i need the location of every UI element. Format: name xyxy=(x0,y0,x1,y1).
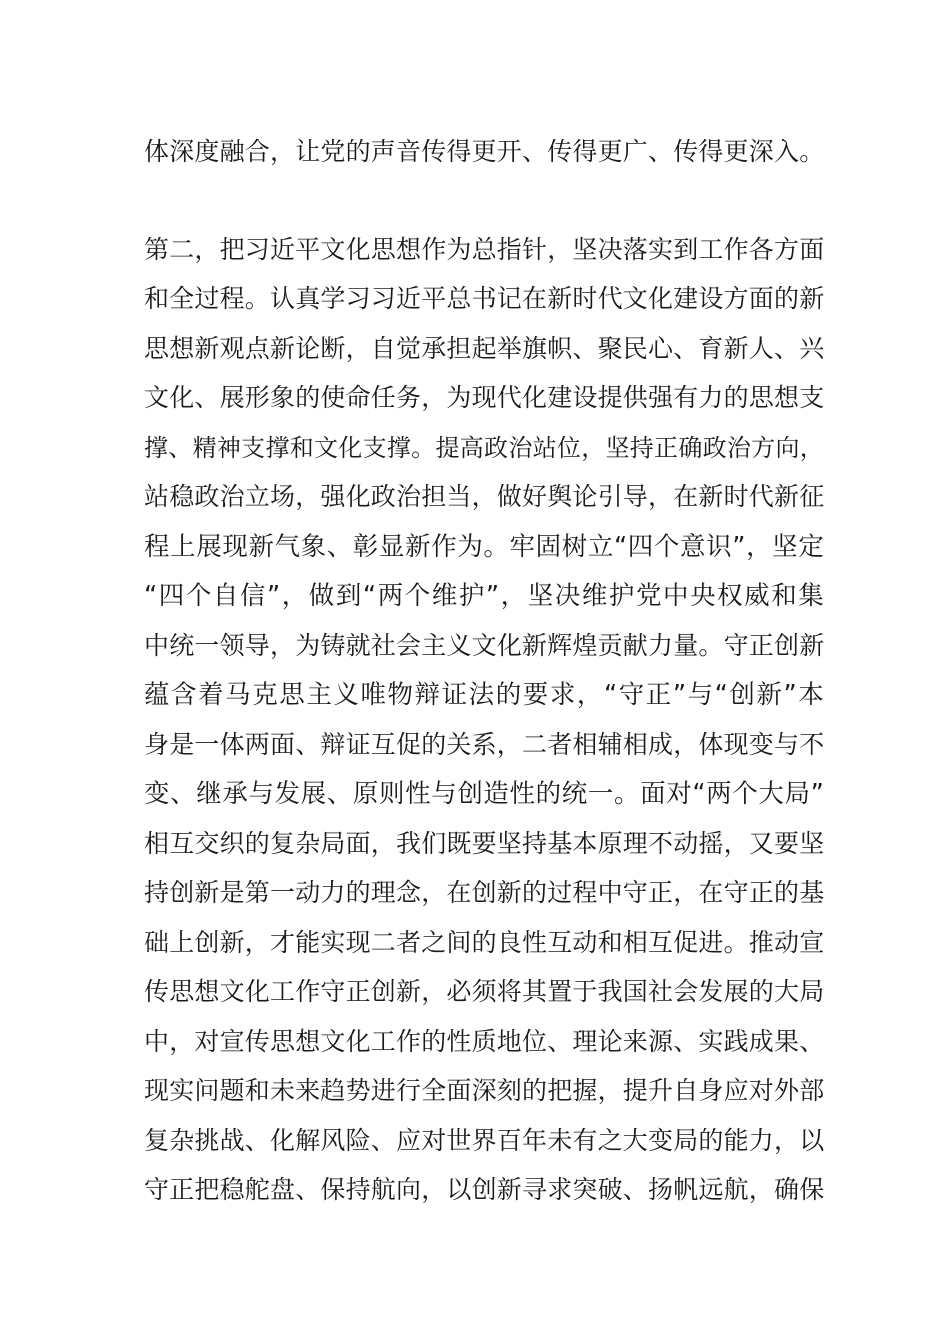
text-line: 复杂挑战、化解风险、应对世界百年未有之大变局的能力，以 xyxy=(144,1126,825,1155)
text-line: 第二，把习近平文化思想作为总指针，坚决落实到工作各方面 xyxy=(144,235,825,264)
text-line: 现实问题和未来趋势进行全面深刻的把握，提升自身应对外部 xyxy=(144,1076,825,1105)
text-line: 身是一体两面、辩证互促的关系，二者相辅相成，体现变与不 xyxy=(144,730,825,759)
text-line: 中，对宣传思想文化工作的性质地位、理论来源、实践成果、 xyxy=(144,1027,825,1056)
text-line: 传思想文化工作守正创新，必须将其置于我国社会发展的大局 xyxy=(144,977,825,1006)
text-line: 持创新是第一动力的理念，在创新的过程中守正，在守正的基 xyxy=(144,878,825,907)
text-line: 文化、展形象的使命任务，为现代化建设提供强有力的思想支 xyxy=(144,383,825,412)
text-line: “四个自信”，做到“两个维护”，坚决维护党中央权威和集 xyxy=(144,581,824,611)
text-line: 变、继承与发展、原则性与创造性的统一。面对“两个大局” xyxy=(144,779,824,809)
text-line: 蕴含着马克思主义唯物辩证法的要求，“守正”与“创新”本 xyxy=(144,680,824,710)
text-line: 体深度融合，让党的声音传得更开、传得更广、传得更深入。 xyxy=(144,137,825,166)
text-line: 程上展现新气象、彰显新作为。牢固树立“四个意识”，坚定 xyxy=(144,532,824,562)
text-line: 站稳政治立场，强化政治担当，做好舆论引导，在新时代新征 xyxy=(144,482,825,511)
text-line: 思想新观点新论断，自觉承担起举旗帜、聚民心、育新人、兴 xyxy=(144,334,825,363)
text-line: 和全过程。认真学习习近平总书记在新时代文化建设方面的新 xyxy=(144,284,825,313)
text-line: 中统一领导，为铸就社会主义文化新辉煌贡献力量。守正创新 xyxy=(144,631,825,660)
text-line: 撑、精神支撑和文化支撑。提高政治站位，坚持正确政治方向， xyxy=(144,434,824,462)
text-line: 础上创新，才能实现二者之间的良性互动和相互促进。推动宣 xyxy=(144,928,825,957)
text-line: 相互交织的复杂局面，我们既要坚持基本原理不动摇，又要坚 xyxy=(144,829,825,858)
text-line: 守正把稳舵盘、保持航向，以创新寻求突破、扬帆远航，确保 xyxy=(144,1175,825,1204)
